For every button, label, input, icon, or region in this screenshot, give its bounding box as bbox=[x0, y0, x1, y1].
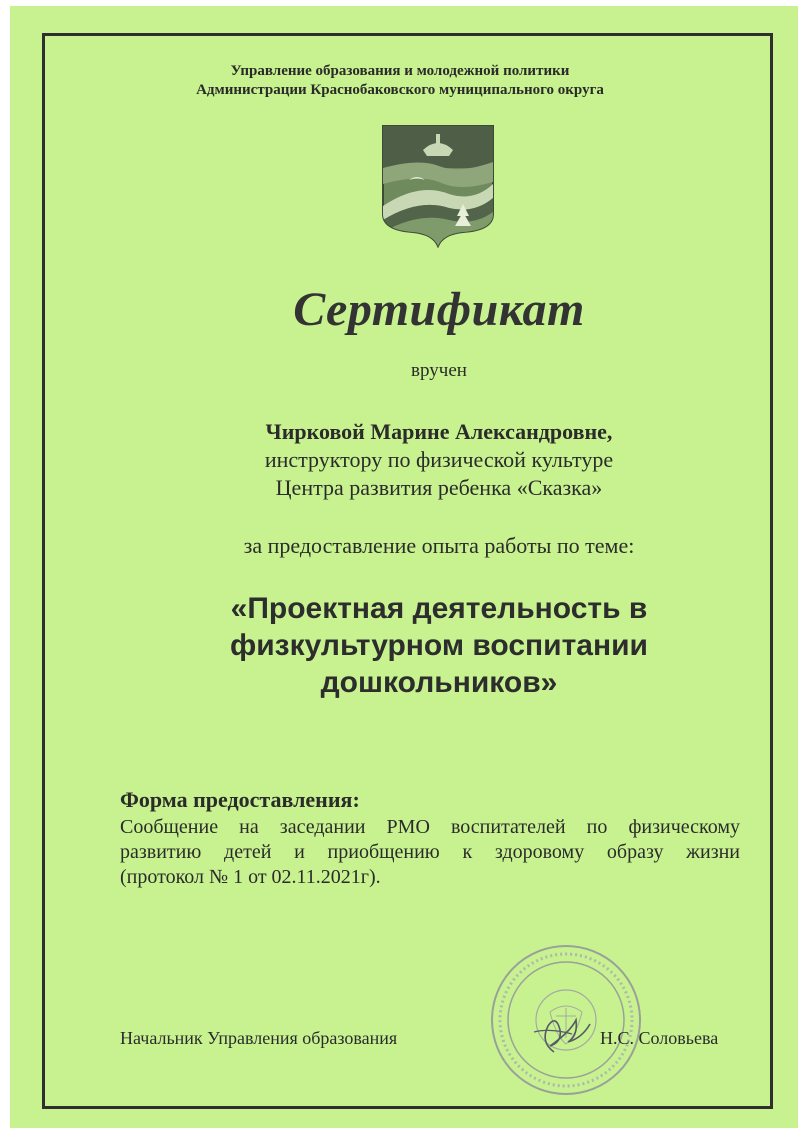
certificate-title: Сертификат bbox=[293, 283, 585, 336]
form-label: Форма предоставления: bbox=[120, 787, 360, 812]
handwritten-signature-icon bbox=[520, 1002, 600, 1062]
topic-line-1: «Проектная деятельность в bbox=[230, 592, 648, 625]
recipient-block bbox=[0, 418, 800, 502]
issuer-line-2: Администрации Краснобаковского муниципального округа bbox=[196, 82, 604, 98]
signer-position: Начальник Управления образования bbox=[120, 1028, 398, 1048]
topic-block bbox=[0, 590, 800, 701]
award-reason: за предоставление опыта работы по теме: bbox=[243, 533, 635, 558]
issuer-line-1: Управление образования и молодежной политики bbox=[230, 63, 570, 79]
recipient-position: инструктору по физической культуре bbox=[264, 447, 614, 472]
issuer-header bbox=[0, 62, 800, 100]
awarded-text: вручен bbox=[411, 360, 467, 381]
recipient-name: Чирковой Марине Александровне, bbox=[265, 419, 613, 444]
form-line-1: Сообщение на заседании РМО воспитателей по физическому bbox=[120, 816, 740, 838]
topic-line-3: дошкольников» bbox=[320, 666, 558, 699]
topic-line-2: физкультурном воспитании bbox=[229, 629, 648, 662]
form-line-3: (протокол № 1 от 02.11.2021г). bbox=[120, 866, 381, 888]
form-line-2: развитию детей и приобщению к здоровому образу жизни bbox=[120, 841, 740, 863]
recipient-organization: Центра развития ребенка «Сказка» bbox=[275, 475, 603, 500]
form-description bbox=[120, 815, 740, 890]
signer-name: Н.С. Соловьева bbox=[600, 1028, 719, 1048]
coat-of-arms-icon bbox=[379, 122, 497, 248]
